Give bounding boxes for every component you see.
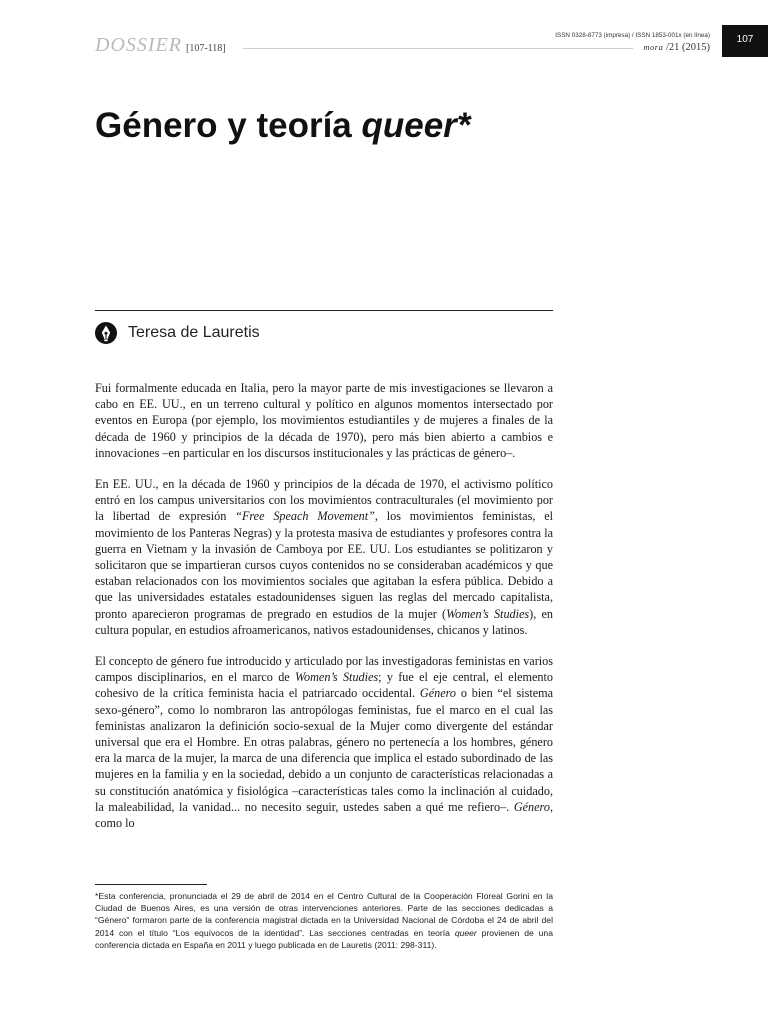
- footnote: [95, 890, 553, 951]
- p3-italic-genero-2: Género: [513, 799, 550, 814]
- section-label: DOSSIER: [95, 34, 182, 56]
- author-name: Teresa de Lauretis: [128, 324, 260, 341]
- article-title: [95, 106, 470, 146]
- p2-text-c: , los movimientos feministas, el movimiento de los Panteras Negras) y la protesta masiva de estudiantes y profesores contra la guerra en Vietnam y la invasión de Camboya por EE. UU. Los estudiantes se politizaron y solicitaron que se impartieran cursos cuyos contenidos no se consideraban académicos y que estaban relacionados con los movimientos sociales que agitaban la esfera pública. Debido a que las universidades estatales estadounidenses siguen las reglas del mercado capitalista, pronto aparecieron programas de pregrado en estudios de la mujer (: [95, 509, 553, 621]
- running-header-right: [555, 32, 710, 53]
- p3-text-e: o bien “el sistema sexo-género”, como lo nombraron las antropólogas feministas, fue el marco en el cual las feministas analizaron la definición socio-sexual de la Mujer como divergente del estándar universal que era el Hombre. En otras palabras, género no pertenecía a los hombres, género era la marca de la mujer, la marca de una diferencia que implica el estado subordinado de las mujeres en la familia y en la sociedad, debido a un conjunto de características relacionadas a su constitución anatómica y fisiológica –características tales como la inclinación al cuidado, la maleabilidad, la vanidad... no necesito seguir, ustedes saben a qué me refiero–.: [95, 686, 554, 814]
- running-header-left: [95, 34, 226, 57]
- fountain-pen-nib-icon: [95, 322, 117, 344]
- paragraph-1: Fui formalmente educada en Italia, pero la mayor parte de mis investigaciones se llevaron a cabo en EE. UU., en un terreno cultural y político en algunos momentos intersectado por eventos en Europa (por ejemplo, los movimientos estudiantiles y de mujeres a finales de la década de 1960 y principios de la década de 1970), pero más bien abierto a cambios e innovaciones –en particular en los discursos institucionales y las prácticas de género–.: [95, 381, 553, 460]
- p2-italic-womens-studies: Women’s Studies: [446, 606, 530, 621]
- p3-text-c: ; y fue el eje central, el elemento cohesivo de la crítica feminista hacia el patriarcado occidental.: [95, 670, 553, 701]
- title-italic: queer*: [361, 106, 471, 145]
- footnote-text-c: provienen de una conferencia dictada en España en 2011 y luego publicada en de Lauretis (2011: 298-311).: [95, 927, 553, 950]
- footnote-italic-queer: queer: [454, 927, 477, 938]
- p2-italic-free-speech: “Free Speach Movement”: [235, 509, 375, 524]
- paragraph-3: [95, 653, 553, 831]
- author-line: [95, 322, 260, 344]
- issn-line: ISSN 0328-8773 (impresa) / ISSN 1853-001x (en línea): [555, 32, 710, 39]
- issue-number: /21 (2015): [665, 42, 710, 53]
- page-number: 107: [736, 34, 754, 45]
- p3-italic-genero: Género: [419, 686, 457, 701]
- footnote-rule: [95, 884, 207, 885]
- p3-text-g: , como lo: [95, 799, 553, 831]
- article-body: [95, 380, 553, 846]
- title-main: Género y teoría: [95, 106, 362, 145]
- p3-text-a: El concepto de género fue introducido y articulado por las investigadoras feministas en varios campos disciplinarios, en el marco de: [95, 654, 553, 685]
- p2-text-e: ), en cultura popular, en estudios afroamericanos, nativos estadounidenses, chicanos y latinos.: [95, 606, 553, 637]
- page-range: [107-118]: [185, 43, 226, 54]
- author-rule: [95, 310, 553, 311]
- p3-italic-womens-studies: Women’s Studies: [295, 670, 379, 685]
- paragraph-2: [95, 476, 553, 638]
- journal-name: mora: [643, 42, 664, 52]
- p2-text-a: En EE. UU., en la década de 1960 y principios de la década de 1970, el activismo político entró en los campus universitarios con los movimientos contraculturales (el movimiento por la libertad de expresión: [95, 477, 553, 524]
- issue-line: [555, 42, 710, 53]
- page-number-tab: [722, 25, 768, 57]
- footnote-text-a: *Esta conferencia, pronunciada el 29 de abril de 2014 en el Centro Cultural de la Cooperación Floreal Gorini en la Ciudad de Buenos Aires, es una versión de otras intervenciones anteriores. Parte de las secciones dedicadas a “Género” formaron parte de la conferencia magistral dictada en la Universidad Nacional de Córdoba el 24 de abril del 2014 con el título “Los equívocos de la identidad”. Las secciones centradas en teoría: [95, 891, 553, 938]
